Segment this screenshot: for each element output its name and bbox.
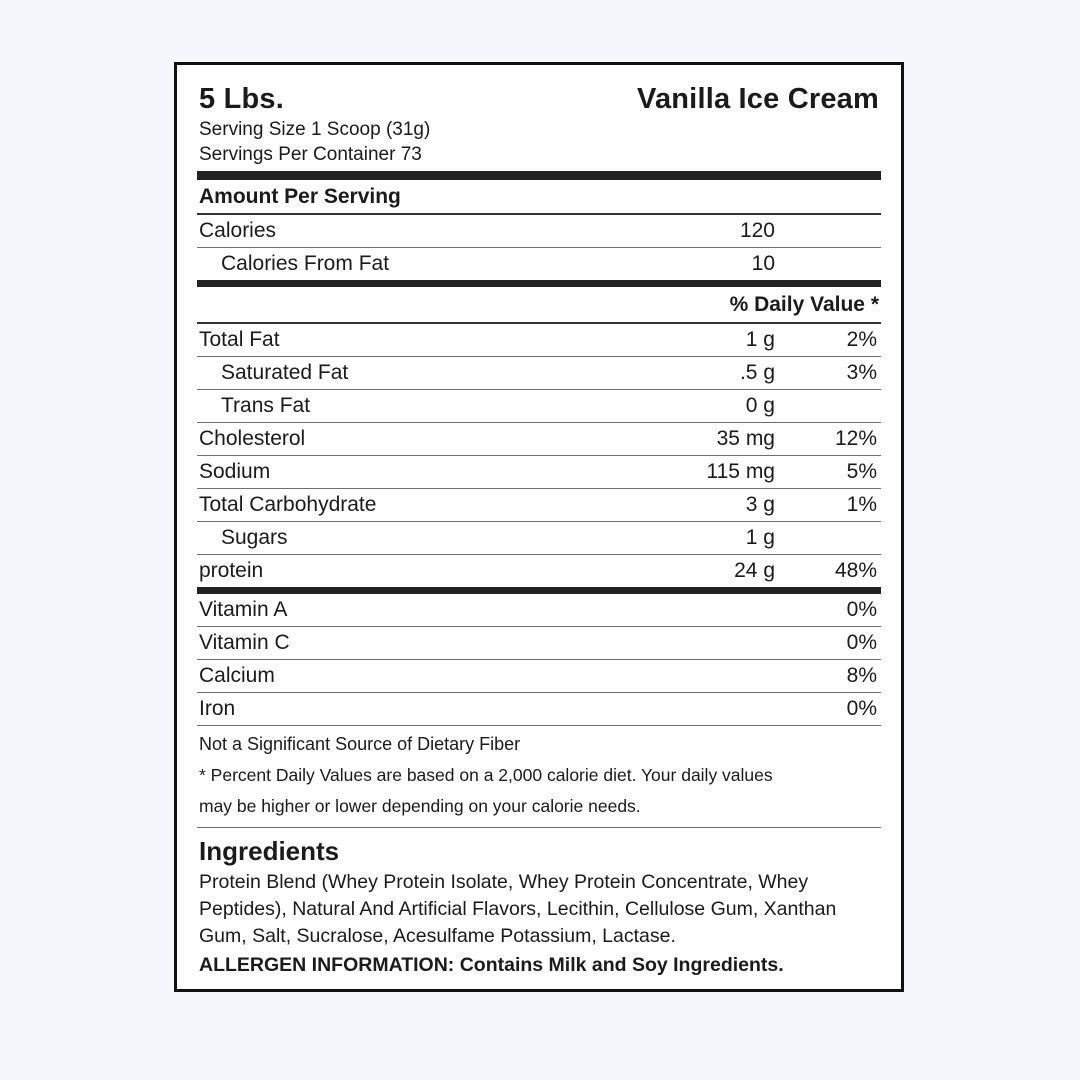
- table-row: [197, 594, 881, 626]
- servings-per-container: Servings Per Container 73: [199, 144, 422, 165]
- vitamin-dv: 8%: [846, 664, 877, 687]
- row-calories-from-fat: [197, 248, 881, 280]
- calories-label: Calories: [199, 219, 277, 242]
- vitamin-dv: 0%: [846, 631, 877, 654]
- nutrient-amount: 1 g: [745, 328, 775, 351]
- label-header: [197, 83, 881, 116]
- amount-per-serving-header: Amount Per Serving: [199, 185, 401, 208]
- nutrient-label: Saturated Fat: [221, 361, 349, 384]
- nutrient-label: Sugars: [221, 526, 288, 549]
- vitamin-label: Vitamin C: [199, 631, 290, 654]
- vitamin-label: Calcium: [199, 664, 275, 687]
- divider-thick-top: [197, 171, 881, 180]
- table-row: [197, 357, 881, 389]
- daily-value-header: % Daily Value *: [729, 293, 879, 316]
- package-size: 5 Lbs.: [199, 83, 284, 115]
- vitamin-label: Iron: [199, 697, 236, 720]
- nutrient-amount: 35 mg: [716, 427, 775, 450]
- calories-from-fat-amount: 10: [751, 252, 775, 275]
- vitamin-dv: 0%: [846, 598, 877, 621]
- nutrient-amount: 0 g: [745, 394, 775, 417]
- nutrient-amount: 1 g: [745, 526, 775, 549]
- not-significant-source-note: Not a Significant Source of Dietary Fiber: [199, 734, 521, 754]
- nutrition-facts-panel: [174, 62, 904, 992]
- nutrient-label: protein: [199, 559, 264, 582]
- table-row: [197, 324, 881, 356]
- nutrient-amount: 115 mg: [706, 460, 775, 483]
- nutrient-label: Total Fat: [199, 328, 280, 351]
- row-calories: [197, 215, 881, 247]
- nutrient-dv: 5%: [846, 460, 877, 483]
- calories-amount: 120: [739, 219, 775, 242]
- table-row: [197, 693, 881, 725]
- nutrient-dv: 12%: [834, 427, 877, 450]
- table-row: [197, 627, 881, 659]
- nutrient-label: Cholesterol: [199, 427, 306, 450]
- ingredients-text: Protein Blend (Whey Protein Isolate, Whey Protein Concentrate, Whey Peptides), Natural And Artificial Flavors, Lecithin, Cellulose Gum, Xanthan Gum, Salt, Sucralose, Acesulfame Potassium, Lactase.: [199, 871, 837, 947]
- nutrient-dv: 48%: [834, 559, 877, 582]
- nutrient-amount: 24 g: [734, 559, 775, 582]
- nutrient-dv: 1%: [846, 493, 877, 516]
- allergen-information: ALLERGEN INFORMATION: Contains Milk and Soy Ingredients.: [199, 954, 784, 976]
- vitamin-dv: 0%: [846, 697, 877, 720]
- table-row: [197, 660, 881, 692]
- serving-size: Serving Size 1 Scoop (31g): [199, 119, 431, 140]
- ingredients-title: Ingredients: [199, 836, 340, 866]
- table-row: [197, 555, 881, 587]
- nutrient-amount: .5 g: [739, 361, 775, 384]
- nutrient-label: Trans Fat: [221, 394, 311, 417]
- calories-from-fat-label: Calories From Fat: [221, 252, 390, 275]
- table-row: [197, 522, 881, 554]
- vitamin-label: Vitamin A: [199, 598, 288, 621]
- nutrient-dv: 2%: [846, 328, 877, 351]
- nutrient-dv: 3%: [846, 361, 877, 384]
- divider-thick-vitamins: [197, 587, 881, 594]
- table-row: [197, 423, 881, 455]
- nutrient-label: Sodium: [199, 460, 271, 483]
- divider-thick-dv: [197, 280, 881, 287]
- nutrition-facts-content: [197, 83, 881, 975]
- nutrient-label: Total Carbohydrate: [199, 493, 377, 516]
- table-row: [197, 456, 881, 488]
- nutrient-amount: 3 g: [745, 493, 775, 516]
- flavor-name: Vanilla Ice Cream: [637, 83, 879, 115]
- table-row: [197, 489, 881, 521]
- footnote-line-2: may be higher or lower depending on your calorie needs.: [199, 796, 641, 816]
- footnote-line-1: * Percent Daily Values are based on a 2,000 calorie diet. Your daily values: [199, 765, 773, 785]
- table-row: [197, 390, 881, 422]
